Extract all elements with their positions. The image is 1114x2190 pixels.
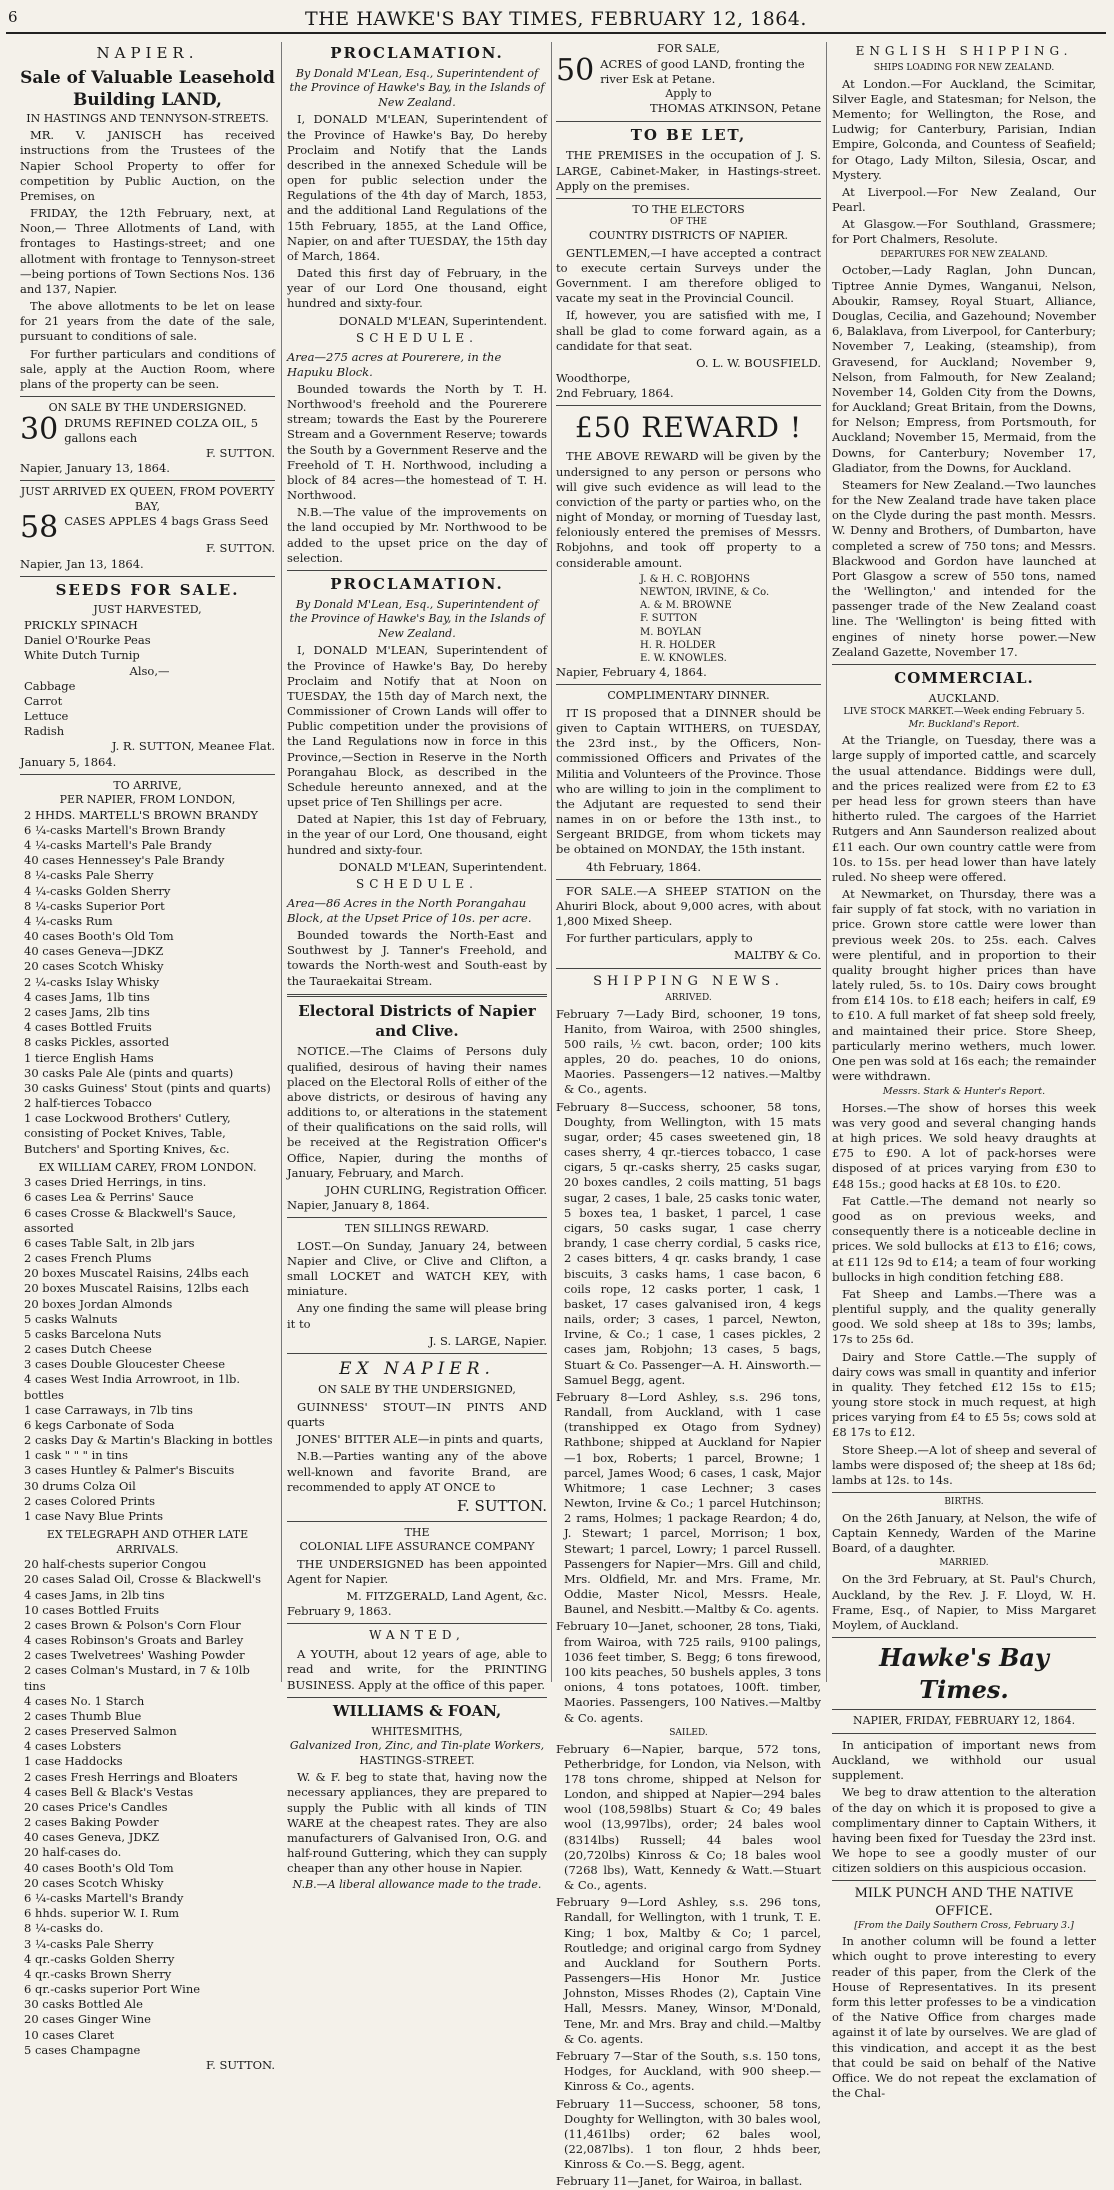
column-rule xyxy=(551,42,552,1682)
english-shipping-heading: ENGLISH SHIPPING. xyxy=(855,44,1073,58)
births-heading: BIRTHS. xyxy=(944,1497,984,1508)
list-item: February 8—Lord Ashley, s.s. 296 tons, Randall, from Auckland, with 1 case (transhipped ex Otago from Sydney) Rathbone; shipped at Auckland for Napier—1 box, Roberts; 1 parcel, Browne; 1 parcel, James Wood; 6 cases, 1 cask, Major Whitmore; 1 case Lechner; 3 cases Newton, Irvine & Co.; 1 parcel Hutchinson; 2 rams, Holmes; 1 package Reardon; 4 do, J. Stewart; 1 parcel, Morrison; 1 box, Stewart; 1 parcel, Lowry; 1 parcel Russell. Passengers for Napier—Mrs. Gill and child, Mrs. Oldfield, Mr. and Mrs. Frame, Mr. Oddie, Master Nicol, Messrs. Heale, Baunel, and Nesbitt.—Maltby & Co. agents. xyxy=(556,1389,821,1617)
electors-subheading: COUNTRY DISTRICTS OF NAPIER. xyxy=(588,229,789,243)
list-item: 8 ¼-casks Pale Sherry xyxy=(24,868,154,883)
divider xyxy=(832,1733,1096,1734)
schedule-area: Area—86 Acres in the North Porangahau Block, at the Upset Price of 10s. per acre. xyxy=(287,895,532,925)
list-item: February 11—Success, schooner, 58 tons, Doughty for Wellington, with 30 bales wool, (11,461lbs) order; 62 bales wool, (22,087lbs). 1 ton flour, 2 hhds beer, Kinross & Co.—S. Begg, agent. xyxy=(556,2096,821,2172)
divider xyxy=(556,405,821,406)
divider xyxy=(556,968,821,969)
wf-nb: N.B.—A liberal allowance made to the trade. xyxy=(292,1878,542,1892)
colonial-the: THE xyxy=(404,1525,430,1539)
forsale-heading: FOR SALE, xyxy=(657,42,720,55)
loading-paragraph: At Liverpool.—For New Zealand, Our Pearl. xyxy=(832,184,1096,215)
list-item: 4 cases Bottled Fruits xyxy=(24,1020,152,1035)
exnapier-paragraph: GUINNESS' STOUT—IN PINTS AND quarts xyxy=(287,1399,547,1430)
list-item: 2 cases Preserved Salmon xyxy=(24,1724,177,1739)
list-item: 5 casks Walnuts xyxy=(24,1311,118,1326)
list-item: 4 qr.-casks Brown Sherry xyxy=(24,1966,172,1981)
stark-paragraph: Fat Cattle.—The demand not nearly so good as on previous weeks, and consequently there is a noticeable decline in prices. We sold bullocks at £13 to £16; cows, at £11 12s 9d to £14; a team of four working bullocks in high condition fetching £88. xyxy=(832,1193,1096,1284)
colza-heading: ON SALE BY THE UNDERSIGNED. xyxy=(48,401,247,415)
column-2 xyxy=(287,42,547,1892)
electoral-paragraph: NOTICE.—The Claims of Persons duly qualified, desirous of having their names placed on the Electoral Rolls of either of the above districts, or desirous of having any additions to, or alterations in the statement of their qualifications on the said rolls, will be received at the Registration Officer's Office, Napier, during the months of January, February, and March. xyxy=(287,1044,547,1180)
list-item: 3 ¼-casks Pale Sherry xyxy=(24,1936,154,1951)
list-item: 10 cases Claret xyxy=(24,2027,115,2042)
list-item: February 10—Janet, schooner, 28 tons, Tiaki, from Wairoa, with 725 rails, 9100 palings, 1036 feet timber, S. Begg; 6 tons firewood, 100 kits peaches, 50 bushels apples, 3 tons onions, 4 tons potatoes, 100ft. timber, Maories. Passengers, 100 Natives.—Maltby & Co. agents. xyxy=(556,1619,821,1725)
list-item: 2 cases Fresh Herrings and Bloaters xyxy=(24,1769,238,1784)
stark-heading: Messrs. Stark & Hunter's Report. xyxy=(882,1086,1046,1098)
auckland-heading: AUCKLAND. xyxy=(928,691,1000,705)
list-item: February 11—Janet, for Wairoa, in ballast. xyxy=(556,2174,803,2189)
seeds-date: January 5, 1864. xyxy=(20,754,117,769)
divider xyxy=(287,570,547,571)
reward10-paragraph: LOST.—On Sunday, January 24, between Napier and Clive, or Clive and Clifton, a small LOCKET and WATCH KEY, with miniature. xyxy=(287,1238,547,1299)
list-item: 6 qr.-casks superior Port Wine xyxy=(24,1982,201,1997)
list-item: 4 cases West India Arrowroot, in 1lb. bottles xyxy=(24,1372,240,1402)
forsale-signature: THOMAS ATKINSON, Petane xyxy=(650,101,821,116)
loading-paragraph: At Glasgow.—For Southland, Grassmere; for Port Chalmers, Resolute. xyxy=(832,217,1096,247)
divider xyxy=(20,396,275,397)
divider xyxy=(287,1217,547,1218)
list-item: Radish xyxy=(24,724,65,739)
stark-paragraph: Dairy and Store Cattle.—The supply of dairy cows was small in quantity and inferior in quality. They fetched £12 15s to £15; young store stock in much request, at high prices varying from £4 to £5 5s; cows sold at £8 17s to £12. xyxy=(832,1349,1096,1440)
list-item: 20 boxes Muscatel Raisins, 12lbs each xyxy=(24,1281,249,1296)
livestock-paragraph: At the Triangle, on Tuesday, there was a large supply of imported cattle, and scarcely the usual attendance. Biddings were dull, and the prices realized were from £2 to £3 per head less for grown steers than have hitherto ruled. The cargoes of the Harriet Rutgers and Ann Saunderson realized about £11 each. Our own country cattle were from 10s. to 15s. per head lower than have lately ruled. No sheep were offered. xyxy=(832,733,1096,884)
sheep-signature: MALTBY & Co. xyxy=(733,948,821,963)
list-item: H. R. HOLDER xyxy=(640,639,716,651)
list-item: 40 cases Booth's Old Tom xyxy=(24,1860,174,1875)
loading-paragraph: At London.—For Auckland, the Scimitar, Silver Eagle, and Statesman; for Nelson, the Memento; for Wellington, the Rose, and Ludwig; for Canterbury, Parisian, Indian Empire, Golconda, and Countess of Seafield; for Otago, Lady Milton, Silesia, Oscar, and Mystery. xyxy=(832,76,1096,182)
list-item: Daniel O'Rourke Peas xyxy=(24,633,151,648)
exnapier-subheading: ON SALE BY THE UNDERSIGNED, xyxy=(318,1383,516,1397)
list-item: February 8—Success, schooner, 58 tons, Doughty, from Wellington, with 15 mats sugar, order; 45 cases sweetened gin, 18 cases sherry, 4 qr.-tierces tobacco, 1 case cigars, 5 qr.-casks sherry, 25 casks sugar, 20 boxes candles, 2 coils matting, 51 bags sugar, 2 cases, 1 bale, 25 casks tonic water, 5 boxes tea, 1 basket, 1 parcel, 1 case cigars, 50 casks sugar, 1 case cherry brandy, 1 case cherry cordial, 5 casks rice, 2 cases bitters, 4 qr. casks brandy, 1 case biscuits, 3 casks hams, 1 case bacon, 6 coils rope, 12 casks porter, 1 cask, 1 basket, 17 cases galvanised iron, 4 kegs nails, order; 3 cases, 1 parcel, Newton, Irvine, & Co.; 1 case, 1 cases pickles, 2 cases jam, Robjohn; 13 cases, 5 bags, Stuart & Co. Passenger—A. H. Ainsworth.—Samuel Begg, agent. xyxy=(556,1099,821,1387)
list-item: 2 cases Brown & Polson's Corn Flour xyxy=(24,1617,241,1632)
list-item: 5 cases Champagne xyxy=(24,2042,141,2057)
electors-place: Woodthorpe, xyxy=(556,371,631,386)
apples-ad xyxy=(20,510,275,546)
newspaper-title: THE HAWKE'S BAY TIMES, FEBRUARY 12, 1864. xyxy=(305,8,807,30)
list-item: White Dutch Turnip xyxy=(24,648,140,663)
proclamation-paragraph: Dated this first day of February, in the year of our Lord One thousand, eight hundred and sixty-four. xyxy=(287,266,547,311)
schedule-heading: SCHEDULE. xyxy=(356,876,478,891)
wanted-heading: WANTED, xyxy=(369,1628,465,1643)
married-heading: MARRIED. xyxy=(939,1558,989,1569)
masthead xyxy=(6,6,1106,34)
list-item: NEWTON, IRVINE, & Co. xyxy=(640,587,770,598)
list-item: 6 cases Table Salt, in 2lb jars xyxy=(24,1235,195,1250)
divider xyxy=(556,684,821,685)
colza-ad xyxy=(20,411,275,447)
sale-title: Sale of Valuable Leasehold Building LAND, xyxy=(20,67,275,111)
list-item: 2 cases Colored Prints xyxy=(24,1493,156,1508)
divider xyxy=(287,1623,547,1624)
electors-paragraph: GENTLEMEN,—I have accepted a contract to execute certain Surveys under the Government. I am therefore obliged to vacate my seat in the Provincial Council. xyxy=(556,245,821,306)
telegraph-signature: F. SUTTON. xyxy=(205,2057,275,2072)
napier-heading: NAPIER. xyxy=(96,44,199,62)
list-item: 1 case Haddocks xyxy=(24,1754,123,1769)
sale-paragraph: For further particulars and conditions of sale, apply at the Auction Room, where plans of the property can be seen. xyxy=(20,346,275,391)
electors-heading: TO THE ELECTORS xyxy=(632,202,745,216)
list-item: 20 cases Scotch Whisky xyxy=(24,1875,164,1890)
list-item: 4 cases Bell & Black's Vestas xyxy=(24,1784,194,1799)
list-item: 30 casks Pale Ale (pints and quarts) xyxy=(24,1065,234,1080)
proclamation-heading: PROCLAMATION. xyxy=(330,574,504,593)
livestock-paragraph: At Newmarket, on Thursday, there was a fair supply of fat stock, with no variation in price. Grown store cattle were lower than previous week 20s. to 25s. each. Calves were plentiful, and in proportion to their quality brought higher prices than have lately ruled, 5s. to 10s. Dairy cows brought from £14 10s. to £18 each; heifers in calf, £9 to £10. A full market of fat sheep sold freely, and maintained their price. Store Sheep, particularly merino wethers, much lower. One pen was sold at 16s each; the remainder were withdrawn. xyxy=(832,887,1096,1084)
list-item: Also,— xyxy=(129,663,170,678)
list-item: 2 cases Twelvetrees' Washing Powder xyxy=(24,1648,245,1663)
divider xyxy=(287,1697,547,1698)
arrived-list xyxy=(556,1007,821,1726)
divider xyxy=(20,576,275,577)
reward-heading: £50 REWARD ! xyxy=(574,411,803,445)
list-item: 2 ¼-casks Islay Whisky xyxy=(24,974,160,989)
sheep-paragraph: FOR SALE.—A SHEEP STATION on the Ahuriri Block, about 9,000 acres, with about 1,800 Mixed Sheep. xyxy=(556,883,821,929)
carey-list xyxy=(20,1175,275,1524)
paper-title: Hawke's Bay Times. xyxy=(879,1643,1049,1704)
column-3 xyxy=(556,42,821,2189)
list-item: 2 casks Day & Martin's Blacking in bottles xyxy=(24,1433,273,1448)
forsale-text: ACRES of good LAND, fronting the river Esk at Petane. xyxy=(600,56,805,86)
list-item: February 6—Napier, barque, 572 tons, Petherbridge, for London, via Nelson, with 178 tons chrome, shipped at Nelson for London, and shipped at Napier—294 bales wool (108,598lbs) Stuart & Co; 49 bales wool (13,997lbs), order; 24 bales wool (8314lbs) Russell; 44 bales wool (20,720lbs) Kinross & Co; 18 bales wool (7268 lbs), Watt, Kennedy & Watt.—Stuart & Co., agents. xyxy=(556,1741,821,1893)
list-item: 1 cask " " " in tins xyxy=(24,1448,128,1463)
list-item: 4 cases Lobsters xyxy=(24,1739,122,1754)
list-item: 40 cases Booth's Old Tom xyxy=(24,929,174,944)
list-item: Lettuce xyxy=(24,709,69,724)
loading-heading: SHIPS LOADING FOR NEW ZEALAND. xyxy=(873,62,1055,73)
list-item: 4 ¼-casks Martell's Pale Brandy xyxy=(24,838,212,853)
steamers-paragraph: Steamers for New Zealand.—Two launches for the New Zealand trade have taken place on the Clyde during the past month. Messrs. W. Denny and Brothers, of Dumbarton, have completed a screw of 750 tons; and Messrs. Blackwood and Gordon have launched at Port Glasgow a screw of 550 tons, named the 'Wellington,' and intended for the passenger trade of the New Zealand coast line. The 'Wellington' is being fitted with engines of ninety horse power.—New Zealand Gazette, November 17. xyxy=(832,477,1096,659)
list-item: 1 case Carraways, in 7lb tins xyxy=(24,1402,193,1417)
divider xyxy=(832,664,1096,665)
list-item: 2 cases Baking Powder xyxy=(24,1815,159,1830)
wf-sub: HASTINGS-STREET. xyxy=(359,1753,475,1767)
proclamation-signature: DONALD M'LEAN, Superintendent. xyxy=(338,313,547,328)
reward10-paragraph: Any one finding the same will please bring it to xyxy=(287,1301,547,1331)
proclamation-paragraph: Dated at Napier, this 1st day of February, in the year of our Lord, One thousand, eight hundred and sixty-four. xyxy=(287,812,547,857)
departures-paragraph: October,—Lady Raglan, John Duncan, Tiptree Annie Dymes, Wanganui, Nelson, Aboukir, Ramsey, Royal Stuart, Alliance, Douglas, Cecilia, and Gazehound; November 6, Balaklava, from Liverpool, for Canterbury; November 7, Leaking, (steamship), from Gravesend, for Auckland; November 9, Nelson, from Falmouth, for New Zealand; November 14, Golden City from the Downs, for Auckland; Great Britain, from the Downs, for Nelson; Empress, from Portsmouth, for Auckland; November 15, Mermaid, from the Downs, for Canterbury; November 17, Gladiator, from the Downs, for Auckland. xyxy=(832,263,1096,475)
apples-signature: F. SUTTON. xyxy=(205,541,275,556)
seeds-subheading: JUST HARVESTED, xyxy=(93,603,202,617)
divider xyxy=(832,1492,1096,1493)
list-item: 3 cases Huntley & Palmer's Biscuits xyxy=(24,1463,235,1478)
apples-text: CASES APPLES 4 bags Grass Seed xyxy=(64,514,269,529)
electoral-heading: Electoral Districts of Napier and Clive. xyxy=(298,1001,536,1040)
list-item: 30 casks Bottled Ale xyxy=(24,1997,143,2012)
departures-heading: DEPARTURES FOR NEW ZEALAND. xyxy=(880,249,1048,260)
proclamation-paragraph: I, DONALD M'LEAN, Superintendent of the Province of Hawke's Bay, Do hereby Proclaim and Notify that the Lands described in the annexed Schedule will be open for public selection under the Regulations of the 4th day of March, 1853, and the additional Land Regulations of the 15th February, 1855, at the Land Office, Napier, on and after TUESDAY, the 15th day of March, 1864. xyxy=(287,112,547,263)
divider xyxy=(832,1637,1096,1638)
wf-sub: WHITESMITHS, xyxy=(371,1724,463,1738)
list-item: 1 case Navy Blue Prints xyxy=(24,1509,164,1523)
dinner-paragraph: IT IS proposed that a DINNER should be given to Captain WITHERS, on TUESDAY, the 23rd inst., by the Officers, Non-commissioned Officers and Privates of the Militia and Volunteers of the Province. Those who are willing to join in the compliment to the Adjutant are requested to send their names in on or before the 13th inst., to Sergeant BRIDGE, from whom tickets may be obtained on MONDAY, the 15th instant. xyxy=(556,705,821,857)
stark-paragraph: Fat Sheep and Lambs.—There was a plentiful supply, and the quality generally good. We sold sheep at 18s to 39s; lambs, 17s to 25s 6d. xyxy=(832,1286,1096,1347)
list-item: 20 cases Ginger Wine xyxy=(24,2012,151,2027)
carey-heading: EX WILLIAM CAREY, FROM LONDON. xyxy=(38,1160,257,1174)
apples-date: Napier, Jan 13, 1864. xyxy=(20,556,144,571)
proclamation-byline: By Donald M'Lean, Esq., Superintendent of the Province of Hawke's Bay, in the Islands of New Zealand. xyxy=(289,66,545,109)
list-item: 4 qr.-casks Golden Sherry xyxy=(24,1951,175,1966)
commercial-heading: COMMERCIAL. xyxy=(894,668,1034,687)
milk-heading: MILK PUNCH AND THE NATIVE OFFICE. xyxy=(854,1886,1074,1919)
arrive-heading: TO ARRIVE, xyxy=(113,778,182,792)
list-item: 40 cases Hennessey's Pale Brandy xyxy=(24,853,225,868)
divider xyxy=(556,879,821,880)
telegraph-heading: EX TELEGRAPH AND OTHER LATE ARRIVALS. xyxy=(46,1528,249,1556)
schedule-heading: SCHEDULE. xyxy=(356,330,478,345)
list-item: F. SUTTON xyxy=(640,613,698,625)
sale-paragraph: MR. V. JANISCH has received instructions from the Trustees of the Napier School Property to offer for competition by Public Auction, on the Premises, on xyxy=(20,128,275,203)
list-item: 1 case Lockwood Brothers' Cutlery, consisting of Pocket Knives, Table, Butchers' and Sporting Knives, &c. xyxy=(24,1111,231,1156)
list-item: February 7—Star of the South, s.s. 150 tons, Hodges, for Auckland, with 900 sheep.—Kinross & Co., agents. xyxy=(556,2048,821,2094)
list-item: Carrot xyxy=(24,693,63,708)
divider xyxy=(20,774,275,775)
exnapier-paragraph: JONES' BITTER ALE—in pints and quarts, xyxy=(297,1432,544,1447)
list-item: 30 casks Guiness' Stout (pints and quarts) xyxy=(24,1080,271,1095)
let-paragraph: THE PREMISES in the occupation of J. S. LARGE, Cabinet-Maker, in Hastings-street. Apply on the premises. xyxy=(556,148,821,193)
reward-paragraph: THE ABOVE REWARD will be given by the undersigned to any person or persons who will give such evidence as will lead to the conviction of the party or parties who, on the night of Monday, or morning of Tuesday last, feloniously entered the premises of Messrs. Robjohns, and took off property to a considerable amount. xyxy=(556,449,821,570)
sale-subtitle: IN HASTINGS AND TENNYSON-STREETS. xyxy=(26,111,269,125)
colonial-paragraph: THE UNDERSIGNED has been appointed Agent for Napier. xyxy=(287,1556,547,1586)
list-item: M. BOYLAN xyxy=(640,626,702,638)
list-item: 20 half-chests superior Congou xyxy=(24,1557,207,1572)
column-rule xyxy=(826,42,827,1682)
list-item: Cabbage xyxy=(24,678,76,693)
list-item: 3 cases Dried Herrings, in tins. xyxy=(24,1175,207,1190)
forsale-ad xyxy=(556,52,821,88)
schedule-paragraph: Bounded towards the North-East and Southwest by J. Tanner's Freehold, and towards the North-west and South-east by the Tauraekaitai Stream. xyxy=(287,928,547,988)
list-item: 8 casks Pickles, assorted xyxy=(24,1035,170,1050)
list-item: 40 cases Geneva—JDKZ xyxy=(24,944,164,959)
list-item: 40 cases Geneva, JDKZ xyxy=(24,1830,160,1845)
list-item: 4 cases No. 1 Starch xyxy=(24,1693,145,1708)
electoral-date: Napier, January 8, 1864. xyxy=(287,1198,430,1213)
dinner-heading: COMPLIMENTARY DINNER. xyxy=(607,689,770,703)
milk-source: [From the Daily Southern Cross, February 3.] xyxy=(854,1919,1074,1931)
married-paragraph: On the 3rd February, at St. Paul's Church, Auckland, by the Rev. J. F. Lloyd, W. H. Frame, Esq., of Napier, to Miss Margaret Moylem, of Auckland. xyxy=(832,1572,1096,1632)
livestock-sub: Mr. Buckland's Report. xyxy=(908,718,1020,730)
list-item: 20 half-cases do. xyxy=(24,1845,122,1860)
divider xyxy=(287,994,547,997)
apples-number: 58 xyxy=(20,510,59,546)
list-item: February 9—Lord Ashley, s.s. 296 tons, Randall, for Wellington, with 1 trunk, T. E. King; 1 box, Maltby & Co; 1 parcel, Routledge; and original cargo from Sydney and Auckland for Southern Ports. Passengers—His Honor Mr. Justice Johnston, Misses Rhodes (2), Captain Vine Hall, Messrs. Maney, Winsor, M'Donald, Tene, Mr. and Mrs. Bray and child.—Maltby & Co. agents. xyxy=(556,1895,821,2046)
list-item: February 7—Lady Bird, schooner, 19 tons, Hanito, from Wairoa, with 2500 shingles, 500 rails, ½ cwt. bacon, order; 100 kits apples, 20 do. peaches, 10 do onions, Maories. Passengers—12 natives.—Maltby & Co., agents. xyxy=(556,1006,821,1097)
editorial-paragraph: We beg to draw attention to the alteration of the day on which it is proposed to give a complimentary dinner to Captain Withers, it having been fixed for Tuesday the 23rd inst. We hope to see a goodly muster of our citizen soldiers on this auspicious occasion. xyxy=(832,1785,1096,1876)
exnapier-heading: EX NAPIER. xyxy=(339,1358,495,1379)
list-item: 2 cases Colman's Mustard, in 7 & 10lb tins xyxy=(24,1663,250,1693)
divider xyxy=(287,1521,547,1522)
divider xyxy=(556,121,821,122)
reward-names xyxy=(556,573,821,665)
column-4 xyxy=(832,42,1096,2101)
divider xyxy=(20,480,275,481)
list-item: 8 ¼-casks Superior Port xyxy=(24,898,165,913)
let-heading: TO BE LET, xyxy=(630,125,747,144)
reward-date: Napier, February 4, 1864. xyxy=(556,665,707,680)
list-item: 6 cases Crosse & Blackwell's Sauce, assorted xyxy=(24,1205,237,1235)
list-item: A. & M. BROWNE xyxy=(640,600,732,612)
colonial-signature: M. FITZGERALD, Land Agent, &c. xyxy=(346,1589,547,1604)
list-item: PRICKLY SPINACH xyxy=(24,618,138,632)
list-item: 20 cases Salad Oil, Crosse & Blackwell's xyxy=(24,1572,262,1587)
arrive-subheading: PER NAPIER, FROM LONDON, xyxy=(59,793,236,807)
births-paragraph: On the 26th January, at Nelson, the wife of Captain Kennedy, Warden of the Marine Board, of a daughter. xyxy=(832,1510,1096,1556)
exnapier-paragraph: N.B.—Parties wanting any of the above well-known and favorite Brand, are recommended to apply AT ONCE to xyxy=(287,1449,547,1494)
sale-paragraph: The above allotments to be let on lease for 21 years from the date of the sale, pursuant to conditions of sale. xyxy=(20,299,275,344)
list-item: 2 HHDS. MARTELL'S BROWN BRANDY xyxy=(24,807,258,822)
sailed-heading: SAILED. xyxy=(669,1727,708,1738)
list-item: 5 casks Barcelona Nuts xyxy=(24,1326,162,1341)
sailed-list xyxy=(556,1742,821,2190)
list-item: 30 drums Colza Oil xyxy=(24,1478,136,1493)
list-item: 20 cases Scotch Whisky xyxy=(24,959,164,974)
electors-signature: O. L. W. BOUSFIELD. xyxy=(696,355,821,370)
divider xyxy=(287,1353,547,1354)
list-item: 4 ¼-casks Golden Sherry xyxy=(24,883,171,898)
stark-paragraph: Horses.—The show of horses this week was very good and several changing hands at high prices. We sold heavy draughts at £75 to £90. A lot of pack-horses were disposed of at prices varying from £30 to £48 15s.; good hacks at £8 10s. to £20. xyxy=(832,1100,1096,1191)
reward10-signature: J. S. LARGE, Napier. xyxy=(429,1333,547,1348)
dinner-date: 4th February, 1864. xyxy=(586,859,701,874)
wanted-paragraph: A YOUTH, about 12 years of age, able to read and write, for the PRINTING BUSINESS. Apply at the office of this paper. xyxy=(287,1647,547,1692)
list-item: 2 cases French Plums xyxy=(24,1251,152,1266)
list-item: 20 cases Price's Candles xyxy=(24,1799,168,1814)
list-item: 2 cases Thumb Blue xyxy=(24,1708,142,1723)
electors-paragraph: If, however, you are satisfied with me, I shall be glad to come forward again, as a candidate for that seat. xyxy=(556,308,821,353)
shipping-heading: SHIPPING NEWS. xyxy=(593,973,784,989)
column-1 xyxy=(20,42,275,2072)
sheep-paragraph: For further particulars, apply to xyxy=(566,931,753,946)
list-item: 1 tierce English Hams xyxy=(24,1050,154,1065)
schedule-paragraph: Bounded towards the North by T. H. Northwood's freehold and the Pourerere stream; towards the East by the Pourerere Stream and a Government Reserve; towards the South by a Government Reserve and the Freehold of T. H. Northwood, including a block of 84 acres—the homestead of T. H. Northwood. xyxy=(287,381,547,503)
colza-number: 30 xyxy=(20,411,59,447)
livestock-heading: LIVE STOCK MARKET.—Week ending February 5. xyxy=(843,706,1085,718)
list-item: 2 cases Dutch Cheese xyxy=(24,1342,152,1357)
list-item: 20 boxes Muscatel Raisins, 24lbs each xyxy=(24,1266,249,1281)
divider xyxy=(832,1709,1096,1710)
milk-paragraph: In another column will be found a letter which ought to prove interesting to every reader of this paper, from the Clerk of the House of Representatives. In its present form this letter professes to be a vindication of the Native Office from charges made against it of late by ourselves. We are glad of this vindication, and accept it as the best that could be said on behalf of the Native Office. We do not repeat the exclamation of the Chal- xyxy=(832,1934,1096,2101)
list-item: E. W. KNOWLES. xyxy=(640,652,727,664)
list-item: 4 ¼-casks Rum xyxy=(24,913,113,928)
colonial-date: February 9, 1863. xyxy=(287,1604,392,1619)
paper-date: NAPIER, FRIDAY, FEBRUARY 12, 1864. xyxy=(852,1714,1076,1728)
arrived-heading: ARRIVED. xyxy=(665,992,712,1003)
list-item: 6 ¼-casks Martell's Brown Brandy xyxy=(24,822,226,837)
divider xyxy=(556,198,821,199)
wf-heading: WILLIAMS & FOAN, xyxy=(332,1701,502,1720)
proclamation-paragraph: I, DONALD M'LEAN, Superintendent of the Province of Hawke's Bay, Do hereby Proclaim and Notify that at Noon on TUESDAY, the 15th day of March next, the Commissioner of Crown Lands will offer to Public competition under the provisions of the Land Regulations now in force in this Province,—Section in Reserve in the North Porangahau Block, as described in the Schedule hereunto annexed, and at the upset price of Ten Shillings per acre. xyxy=(287,643,547,810)
electors-date: 2nd February, 1864. xyxy=(556,386,674,401)
list-item: 6 kegs Carbonate of Soda xyxy=(24,1417,175,1432)
list-item: 4 cases Robinson's Groats and Barley xyxy=(24,1633,244,1648)
wf-sub: Galvanized Iron, Zinc, and Tin-plate Workers, xyxy=(289,1739,545,1753)
reward10-heading: TEN SILLINGS REWARD. xyxy=(345,1222,489,1236)
apples-heading: JUST ARRIVED EX QUEEN, FROM POVERTY BAY, xyxy=(20,485,275,513)
list-item: 4 cases Jams, in 2lb tins xyxy=(24,1587,165,1602)
list-item: 6 hhds. superior W. I. Rum xyxy=(24,1906,180,1921)
seeds-signature: J. R. SUTTON, Meanee Flat. xyxy=(111,739,275,754)
electors-of: OF THE xyxy=(670,217,707,228)
list-item: J. & H. C. ROBJOHNS xyxy=(640,573,751,585)
divider xyxy=(832,1880,1096,1881)
forsale-apply: Apply to xyxy=(665,86,712,100)
list-item: 2 half-tierces Tobacco xyxy=(24,1096,152,1111)
proclamation-byline: By Donald M'Lean, Esq., Superintendent of the Province of Hawke's Bay, in the Islands of New Zealand. xyxy=(289,597,545,640)
colza-text: DRUMS REFINED COLZA OIL, 5 gallons each xyxy=(64,415,259,445)
list-item: 2 cases Jams, 2lb tins xyxy=(24,1004,150,1019)
telegraph-list xyxy=(20,1557,275,2058)
seeds-heading: SEEDS FOR SALE. xyxy=(55,580,240,599)
proclamation-heading: PROCLAMATION. xyxy=(330,44,504,62)
list-item: 8 ¼-casks do. xyxy=(24,1921,104,1936)
arrive-list xyxy=(20,808,275,1157)
wf-paragraph: W. & F. beg to state that, having now the necessary appliances, they are prepared to supply the Public with all kinds of TIN WARE at the cheapest rates. They are also manufacturers of Galvanised Iron, O.G. and half-round Guttering, which they can supply cheaper than any other house in Napier. xyxy=(287,1770,547,1876)
colonial-heading: COLONIAL LIFE ASSURANCE COMPANY xyxy=(299,1540,535,1554)
exnapier-signature: F. SUTTON. xyxy=(456,1496,547,1515)
stark-paragraph: Store Sheep.—A lot of sheep and several of lambs were disposed of; the sheep at 18s 6d; lambs at 12s. to 14s. xyxy=(832,1442,1096,1487)
editorial-paragraph: In anticipation of important news from Auckland, we withhold our usual supplement. xyxy=(832,1737,1096,1783)
proclamation-signature: DONALD M'LEAN, Superintendent. xyxy=(338,859,547,874)
list-item: 20 boxes Jordan Almonds xyxy=(24,1296,173,1311)
list-item: 4 cases Jams, 1lb tins xyxy=(24,989,150,1004)
seeds-list xyxy=(20,618,275,739)
list-item: 6 ¼-casks Martell's Brandy xyxy=(24,1890,184,1905)
page-number: 6 xyxy=(8,8,18,26)
sale-paragraph: FRIDAY, the 12th February, next, at Noon,— Three Allotments of Land, with frontages to Hastings-street; and one allotment with frontage to Tennyson-street—being portions of Town Sections Nos. 136 and 137, Napier. xyxy=(20,206,275,296)
list-item: 6 cases Lea & Perrins' Sauce xyxy=(24,1190,194,1205)
list-item: 10 cases Bottled Fruits xyxy=(24,1602,160,1617)
colza-signature: F. SUTTON. xyxy=(205,445,275,460)
schedule-paragraph: N.B.—The value of the improvements on the land occupied by Mr. Northwood to be added to the upset price on the day of selection. xyxy=(287,505,547,565)
schedule-area: Area—275 acres at Pourerere, in the Hapuku Block. xyxy=(287,349,502,379)
column-rule xyxy=(281,42,282,1682)
colza-date: Napier, January 13, 1864. xyxy=(20,461,170,476)
forsale-number: 50 xyxy=(556,52,595,88)
list-item: 3 cases Double Gloucester Cheese xyxy=(24,1357,226,1372)
electoral-signature: JOHN CURLING, Registration Officer. xyxy=(325,1182,547,1197)
